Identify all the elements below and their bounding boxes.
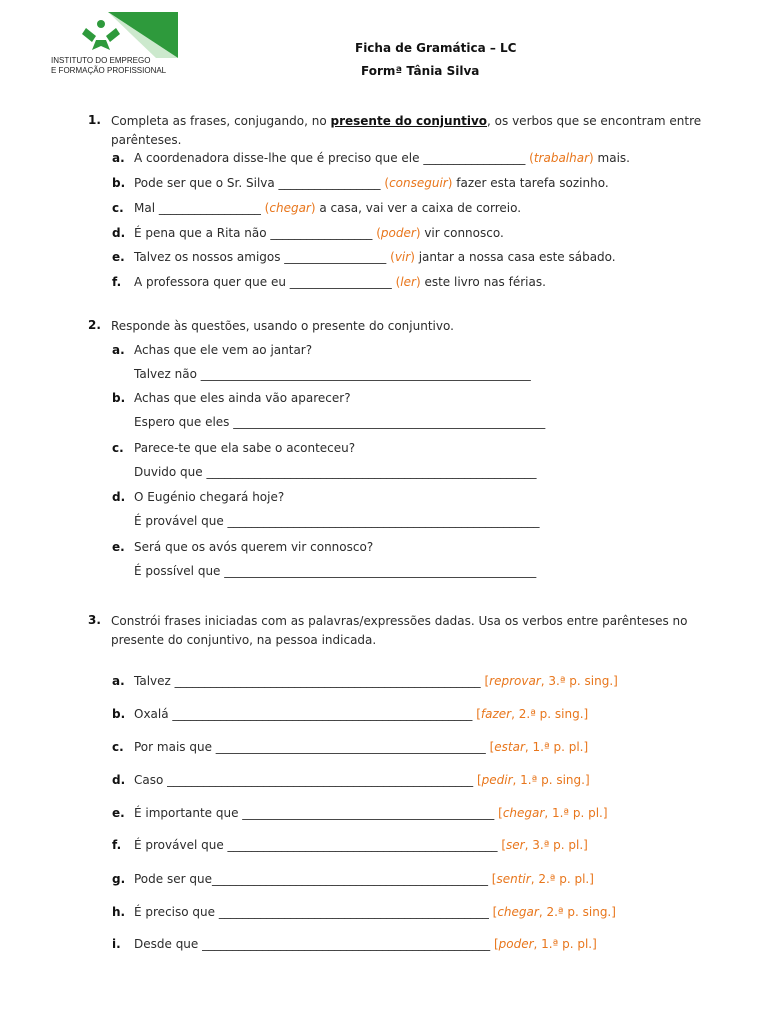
verb-hint: [estar, 1.ª p. pl.] <box>489 740 589 754</box>
item-letter: b. <box>112 391 126 405</box>
question-instruction: Completa as frases, conjugando, no presente do conjuntivo, os verbos que se encontram entre parênteses. <box>111 114 702 147</box>
item-question: Será que os avós querem vir connosco? <box>134 540 374 554</box>
teacher-name: Formª Tânia Silva <box>361 64 480 78</box>
item-letter: h. <box>112 905 126 919</box>
item-letter: d. <box>112 773 126 787</box>
sentence-start: Oxalá __________________________________________________ <box>134 707 477 721</box>
verb-hint: [chegar, 1.ª p. pl.] <box>498 806 608 820</box>
sentence-start: Mal _________________ <box>134 201 265 215</box>
item-sentence <box>134 672 618 690</box>
verb-name: chegar <box>497 905 539 919</box>
sentence-end: vir connosco. <box>420 226 504 240</box>
question-instruction: Responde às questões, usando o presente do conjuntivo. <box>111 319 454 333</box>
sentence-start: Caso ___________________________________________________ <box>134 773 477 787</box>
item-sentence <box>134 149 630 167</box>
verb-name: trabalhar <box>533 151 590 165</box>
verb-hint: (trabalhar) <box>529 151 594 165</box>
verb-hint: (conseguir) <box>384 176 453 190</box>
verb-name: ler <box>400 275 416 289</box>
verb-hint: (ler) <box>395 275 421 289</box>
verb-name: pedir <box>481 773 513 787</box>
verb-hint: (poder) <box>376 226 421 240</box>
item-sentence <box>134 224 504 242</box>
item-sentence <box>134 174 609 192</box>
verb-person: , 3.ª p. sing.] <box>540 674 618 688</box>
verb-hint: [chegar, 2.ª p. sing.] <box>492 905 616 919</box>
verb-name: reprovar <box>489 674 541 688</box>
answer-line: É provável que ____________________________________________________ <box>134 514 540 528</box>
item-letter: b. <box>112 176 126 190</box>
item-letter: a. <box>112 343 125 357</box>
item-sentence <box>134 771 590 789</box>
item-sentence <box>134 705 588 723</box>
answer-line: Talvez não _______________________________________________________ <box>134 367 531 381</box>
verb-hint: [pedir, 1.ª p. sing.] <box>476 773 590 787</box>
verb-name: chegar <box>502 806 545 820</box>
sentence-start: A professora quer que eu _________________ <box>134 275 396 289</box>
item-sentence <box>134 903 616 921</box>
verb-person: , 1.ª p. pl.] <box>544 806 608 820</box>
verb-person: , 1.ª p. pl.] <box>524 740 589 754</box>
sentence-start: Talvez ___________________________________________________ <box>134 674 485 688</box>
sentence-end: mais. <box>593 151 630 165</box>
item-question: Parece-te que ela sabe o aconteceu? <box>134 441 356 455</box>
verb-person: , 1.ª p. pl.] <box>533 937 597 951</box>
item-letter: g. <box>112 872 126 886</box>
verb-hint: [reprovar, 3.ª p. sing.] <box>484 674 618 688</box>
verb-person: , 2.ª p. sing.] <box>538 905 616 919</box>
sentence-end: jantar a nossa casa este sábado. <box>414 250 616 264</box>
verb-person: , 1.ª p. sing.] <box>512 773 590 787</box>
item-sentence <box>134 836 588 854</box>
verb-name: sentir <box>496 872 531 886</box>
question-instruction: Constrói frases iniciadas com as palavras/expressões dadas. Usa os verbos entre parênteses no presente do conjuntivo, na pessoa indicada. <box>111 614 688 647</box>
item-letter: e. <box>112 540 125 554</box>
question-number: 1. <box>88 113 101 127</box>
item-letter: c. <box>112 740 124 754</box>
item-letter: b. <box>112 707 126 721</box>
verb-name: vir <box>394 250 411 264</box>
item-question: Achas que ele vem ao jantar? <box>134 343 313 357</box>
item-letter: d. <box>112 226 126 240</box>
iefp-logo <box>48 12 180 78</box>
verb-name: ser <box>506 838 525 852</box>
verb-person: , 2.ª p. pl.] <box>530 872 594 886</box>
verb-hint: [fazer, 2.ª p. sing.] <box>476 707 589 721</box>
sentence-start: Desde que ________________________________________________ <box>134 937 494 951</box>
verb-hint: [sentir, 2.ª p. pl.] <box>491 872 594 886</box>
worksheet-title: Ficha de Gramática – LC <box>355 41 517 55</box>
item-letter: f. <box>112 275 122 289</box>
item-letter: d. <box>112 490 126 504</box>
sentence-end: fazer esta tarefa sozinho. <box>452 176 609 190</box>
item-question: Achas que eles ainda vão aparecer? <box>134 391 351 405</box>
item-question: O Eugénio chegará hoje? <box>134 490 285 504</box>
item-sentence <box>134 870 594 888</box>
verb-person: , 2.ª p. sing.] <box>511 707 589 721</box>
verb-name: fazer <box>480 707 512 721</box>
item-sentence <box>134 935 597 953</box>
verb-name: conseguir <box>389 176 448 190</box>
item-letter: i. <box>112 937 121 951</box>
answer-line: É possível que ____________________________________________________ <box>134 564 537 578</box>
item-sentence <box>134 248 616 266</box>
sentence-start: É provável que _____________________________________________ <box>134 838 502 852</box>
item-letter: e. <box>112 250 125 264</box>
logo-text-line2: E FORMAÇÃO PROFISSIONAL <box>51 66 167 75</box>
sentence-start: Por mais que _____________________________________________ <box>134 740 490 754</box>
sentence-start: Pode ser que______________________________________________ <box>134 872 492 886</box>
item-letter: a. <box>112 151 125 165</box>
question-number: 3. <box>88 613 101 627</box>
verb-hint: (chegar) <box>264 201 316 215</box>
verb-name: poder <box>498 937 534 951</box>
sentence-end: este livro nas férias. <box>420 275 546 289</box>
verb-name: estar <box>494 740 525 754</box>
verb-hint: (vir) <box>390 250 415 264</box>
item-sentence <box>134 804 608 822</box>
sentence-start: É pena que a Rita não _________________ <box>134 226 377 240</box>
item-sentence <box>134 273 546 291</box>
emphasis-text: presente do conjuntivo <box>330 114 488 128</box>
item-letter: e. <box>112 806 125 820</box>
sentence-start: Talvez os nossos amigos _________________ <box>134 250 391 264</box>
item-letter: f. <box>112 838 122 852</box>
sentence-start: É preciso que _____________________________________________ <box>134 905 493 919</box>
item-letter: c. <box>112 441 124 455</box>
sentence-start: É importante que __________________________________________ <box>134 806 499 820</box>
verb-name: poder <box>380 226 416 240</box>
answer-line: Espero que eles ____________________________________________________ <box>134 415 546 429</box>
item-letter: a. <box>112 674 125 688</box>
item-sentence <box>134 738 588 756</box>
verb-hint: [ser, 3.ª p. pl.] <box>501 838 588 852</box>
sentence-end: a casa, vai ver a caixa de correio. <box>315 201 522 215</box>
verb-person: , 3.ª p. pl.] <box>524 838 588 852</box>
question-number: 2. <box>88 318 101 332</box>
sentence-start: A coordenadora disse-lhe que é preciso que ele _________________ <box>134 151 530 165</box>
sentence-start: Pode ser que o Sr. Silva _________________ <box>134 176 385 190</box>
item-sentence <box>134 199 521 217</box>
verb-hint: [poder, 1.ª p. pl.] <box>493 937 597 951</box>
answer-line: Duvido que _______________________________________________________ <box>134 465 537 479</box>
item-letter: c. <box>112 201 124 215</box>
logo-text-line1: INSTITUTO DO EMPREGO <box>51 56 151 65</box>
verb-name: chegar <box>269 201 311 215</box>
